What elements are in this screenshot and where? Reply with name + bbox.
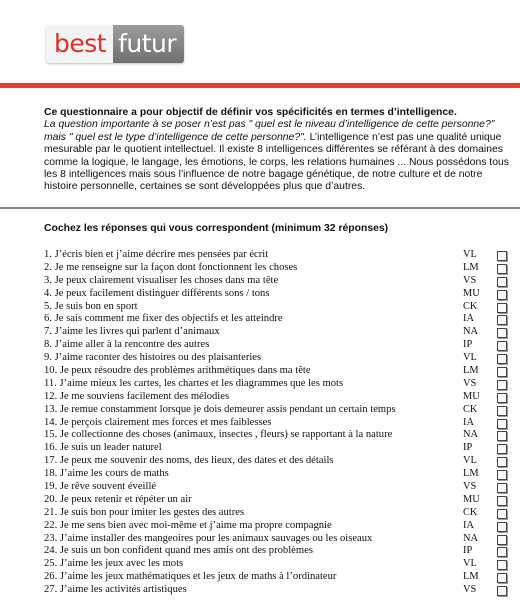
item-checkbox[interactable] — [497, 354, 507, 364]
item-number: 4. — [44, 287, 52, 299]
item-category-code: NA — [463, 326, 479, 338]
questionnaire-item — [44, 391, 516, 404]
questionnaire-item — [44, 468, 516, 481]
item-number: 23. — [44, 532, 58, 544]
header-divider — [0, 83, 520, 88]
item-statement: Je peux retenir et répéter un air — [59, 493, 192, 505]
item-checkbox[interactable] — [497, 406, 507, 416]
item-checkbox[interactable] — [497, 341, 507, 351]
item-category-code: LM — [463, 571, 479, 583]
item-category-code: MU — [463, 390, 480, 402]
questionnaire-item — [44, 558, 516, 571]
item-checkbox[interactable] — [497, 509, 507, 519]
item-number: 2. — [44, 261, 52, 273]
item-checkbox[interactable] — [497, 522, 507, 532]
item-category-code: VL — [463, 558, 477, 570]
item-number: 20. — [44, 493, 58, 505]
item-checkbox[interactable] — [497, 457, 507, 467]
item-category-code: VL — [463, 352, 477, 364]
item-category-code: LM — [463, 468, 479, 480]
item-number: 26. — [44, 571, 58, 583]
intro-body: L’intelligence n’est pas une qualité unique mesurable par le quotient intellectuel. Il existe 8 intelligences différentes se référant à des domaines comme la logique, le langage, les émotions, le corps, les relations humaines ... Nous possédons tous les 8 intelligences mais sous l’influence de notre bagage génétique, de notre culture et de notre histoire personnelle, certaines se sont développées plus que d’autres. — [44, 131, 509, 193]
item-checkbox[interactable] — [497, 560, 507, 570]
item-number: 14. — [44, 416, 58, 428]
item-statement: Je peux me souvenir des noms, des lieux, des dates et des détails — [59, 455, 334, 467]
item-checkbox[interactable] — [497, 393, 507, 403]
item-checkbox[interactable] — [497, 496, 507, 506]
intro-section — [44, 107, 514, 194]
questionnaire-item — [44, 533, 516, 546]
item-checkbox[interactable] — [497, 470, 507, 480]
item-checkbox[interactable] — [497, 328, 507, 338]
item-category-code: CK — [463, 403, 478, 415]
item-statement: Je suis bon en sport — [54, 300, 138, 312]
questionnaire-item — [44, 378, 516, 391]
questionnaire-item — [44, 429, 516, 442]
questionnaire-item — [44, 275, 516, 288]
item-number: 7. — [44, 326, 52, 338]
item-statement: Je me sens bien avec moi-même et j’aime ma propre compagnie — [59, 519, 332, 531]
item-statement: Je peux clairement visualiser les choses dans ma tête — [54, 274, 279, 286]
item-statement: J’aime installer des mangeoires pour les animaux sauvages ou les oiseaux — [59, 532, 373, 544]
item-checkbox[interactable] — [497, 535, 507, 545]
item-statement: J’aime les activités artistiques — [59, 584, 187, 596]
item-number: 8. — [44, 339, 52, 351]
item-statement: Je perçois clairement mes forces et mes faiblesses — [59, 416, 272, 428]
item-category-code: MU — [463, 493, 480, 505]
item-checkbox[interactable] — [497, 303, 507, 313]
item-statement: Je rêve souvent éveillé — [59, 481, 157, 493]
questionnaire-item — [44, 520, 516, 533]
questionnaire-item — [44, 301, 516, 314]
questionnaire-item — [44, 545, 516, 558]
item-category-code: IA — [463, 313, 474, 325]
questionnaire-item — [44, 417, 516, 430]
item-statement: Je collectionne des choses (animaux, insectes , fleurs) se rapportant à la nature — [59, 429, 393, 441]
item-checkbox[interactable] — [497, 251, 507, 261]
questionnaire-item — [44, 313, 516, 326]
item-checkbox[interactable] — [497, 367, 507, 377]
item-category-code: IA — [463, 416, 474, 428]
questionnaire-item — [44, 352, 516, 365]
questionnaire-item — [44, 339, 516, 352]
item-checkbox[interactable] — [497, 315, 507, 325]
instructions-heading: Cochez les réponses qui vous correspondent (minimum 32 réponses) — [44, 223, 389, 234]
item-statement: J’aime aller à la rencontre des autres — [54, 339, 210, 351]
item-number: 11. — [44, 377, 57, 389]
item-category-code: VS — [463, 584, 477, 596]
intro-question: La question importante à se poser n’est pas " quel est le niveau d’intelligence de cette personne?" mais " quel est le type d’intelligence de cette personne?". — [44, 119, 495, 143]
item-category-code: LM — [463, 261, 479, 273]
item-statement: Je sais comment me fixer des objectifs et les atteindre — [54, 313, 283, 325]
item-category-code: VL — [463, 249, 477, 260]
questionnaire-item — [44, 404, 516, 417]
questionnaire-item — [44, 494, 516, 507]
item-category-code: LM — [463, 365, 479, 377]
item-number: 27. — [44, 584, 58, 596]
item-number: 19. — [44, 481, 58, 493]
item-category-code: NA — [463, 429, 479, 441]
item-statement: Je suis un bon confident quand mes amis ont des problèmes — [59, 545, 313, 557]
questionnaire-item — [44, 326, 516, 339]
questionnaire-item — [44, 507, 516, 520]
item-checkbox[interactable] — [497, 380, 507, 390]
item-category-code: CK — [463, 506, 478, 518]
questionnaire-item — [44, 288, 516, 301]
item-category-code: MU — [463, 287, 480, 299]
questionnaire-item — [44, 584, 516, 597]
item-number: 16. — [44, 442, 58, 454]
questionnaire-item — [44, 571, 516, 584]
item-statement: Je me souviens facilement des mélodies — [59, 390, 230, 402]
logo-text-best: best — [46, 25, 113, 63]
item-statement: Je peux facilement distinguer différents sons / tons — [54, 287, 270, 299]
questionnaire-item — [44, 365, 516, 378]
item-checkbox[interactable] — [497, 277, 507, 287]
item-statement: Je suis un leader naturel — [59, 442, 162, 454]
item-statement: Je suis bon pour imiter les gestes des autres — [59, 506, 245, 518]
intro-paragraph — [44, 119, 514, 193]
item-number: 25. — [44, 558, 58, 570]
item-checkbox[interactable] — [497, 586, 507, 596]
item-checkbox[interactable] — [497, 419, 507, 429]
item-number: 18. — [44, 468, 58, 480]
item-category-code: CK — [463, 300, 478, 312]
item-checkbox[interactable] — [497, 431, 507, 441]
item-statement: J’aime les cours de maths — [59, 468, 169, 480]
item-number: 21. — [44, 506, 58, 518]
item-category-code: IP — [463, 442, 473, 454]
logo-text-futur: futur — [113, 25, 184, 63]
questionnaire-item — [44, 442, 516, 455]
item-number: 6. — [44, 313, 52, 325]
item-category-code: VS — [463, 377, 477, 389]
item-number: 1. — [44, 249, 52, 260]
item-number: 5. — [44, 300, 52, 312]
item-category-code: IP — [463, 339, 473, 351]
item-statement: J’aime mieux les cartes, les chartes et les diagrammes que les mots — [59, 377, 344, 389]
item-statement: Je peux résoudre des problèmes arithmétiques dans ma tête — [59, 365, 311, 377]
item-statement: J’aime raconter des histoires ou des plaisanteries — [54, 352, 262, 364]
item-category-code: NA — [463, 532, 479, 544]
questionnaire-list — [44, 249, 516, 597]
item-checkbox[interactable] — [497, 483, 507, 493]
item-checkbox[interactable] — [497, 444, 507, 454]
item-statement: Je remue constamment lorsque je dois demeurer assis pendant un certain temps — [59, 403, 396, 415]
item-statement: J’aime les livres qui parlent d’animaux — [54, 326, 220, 338]
item-number: 17. — [44, 455, 58, 467]
item-statement: J’aime les jeux avec les mots — [59, 558, 184, 570]
item-statement: J’aime les jeux mathématiques et les jeux de maths à l’ordinateur — [59, 571, 337, 583]
item-number: 9. — [44, 352, 52, 364]
questionnaire-item — [44, 249, 516, 262]
item-category-code: VS — [463, 481, 477, 493]
item-number: 3. — [44, 274, 52, 286]
questionnaire-item — [44, 455, 516, 468]
item-number: 15. — [44, 429, 58, 441]
item-checkbox[interactable] — [497, 547, 507, 557]
item-number: 22. — [44, 519, 58, 531]
questionnaire-item — [44, 481, 516, 494]
item-checkbox[interactable] — [497, 573, 507, 583]
intro-lead: Ce questionnaire a pour objectif de définir vos spécificités en termes d’intelligence. — [44, 107, 457, 118]
item-category-code: VL — [463, 455, 477, 467]
item-checkbox[interactable] — [497, 264, 507, 274]
item-number: 13. — [44, 403, 58, 415]
item-category-code: VS — [463, 274, 477, 286]
item-number: 24. — [44, 545, 58, 557]
item-checkbox[interactable] — [497, 290, 507, 300]
questionnaire-item — [44, 262, 516, 275]
item-category-code: IA — [463, 519, 474, 531]
section-divider — [0, 207, 520, 209]
item-number: 12. — [44, 390, 58, 402]
item-category-code: IP — [463, 545, 473, 557]
item-statement: Je me renseigne sur la façon dont fonctionnent les choses — [54, 261, 298, 273]
item-number: 10. — [44, 365, 58, 377]
best-futur-logo — [46, 25, 184, 63]
item-statement: J’écris bien et j’aime décrire mes pensées par écrit — [54, 249, 269, 260]
